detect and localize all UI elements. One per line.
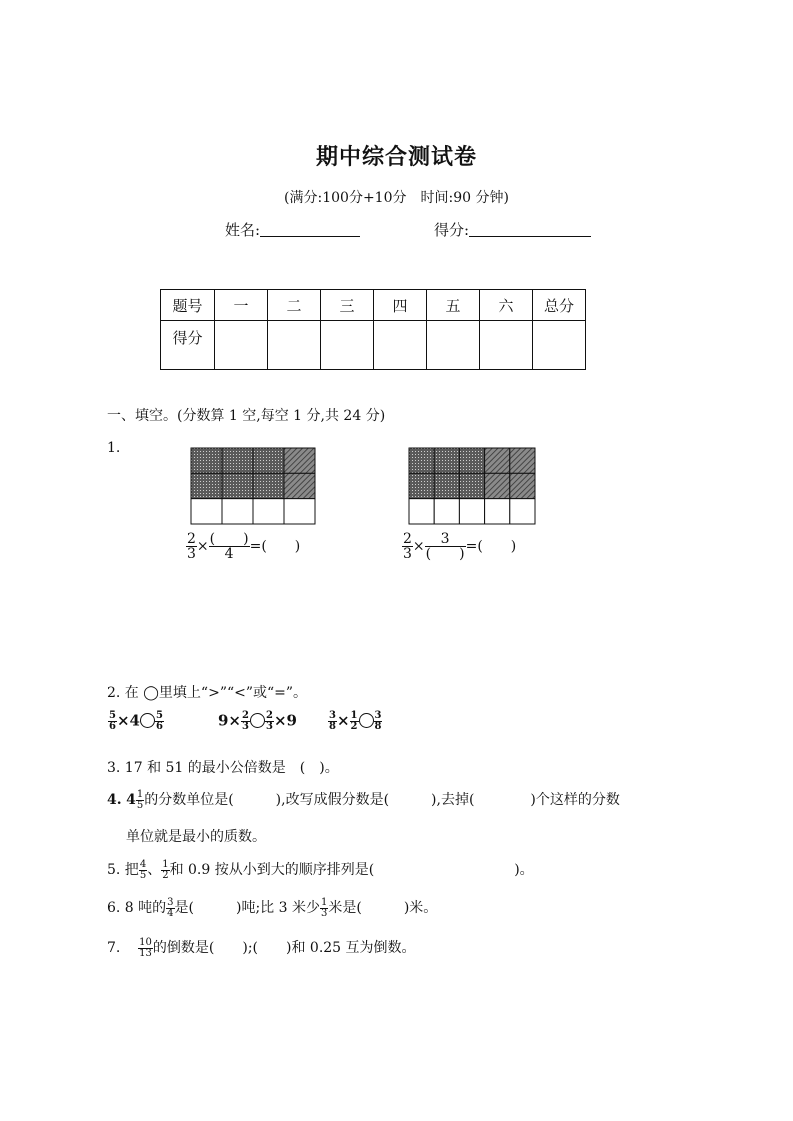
grid-cell-shaded bbox=[459, 473, 484, 498]
q3-text: 3. 17 和 51 的最小公倍数是 ( )。 bbox=[107, 760, 339, 776]
score-table bbox=[160, 289, 586, 370]
grid-cell-shaded bbox=[510, 473, 535, 498]
q6-text: 6. 8 吨的 $\frac{3}{4}$ 是( )吨;比 3 米少 $\frac{1}{3}$ 米是( )米。 bbox=[107, 896, 438, 919]
fraction-blank-denominator: $\frac{3}{( )}$ bbox=[425, 531, 465, 562]
grid-cell-shaded bbox=[485, 448, 510, 473]
page-title: 期中综合测试卷 bbox=[315, 144, 477, 170]
q2-expression-3: $\frac{3}{8}$ × $\frac{1}{2}$ $\frac{3}{8}$ bbox=[329, 710, 382, 732]
grid-cell-shaded bbox=[434, 473, 459, 498]
q4-line-1: 4. 4 $\frac{1}{5}$ 的分数单位是( ),改写成假分数是( ),去掉( )个这样的分数 bbox=[107, 788, 620, 811]
q1-right-equation: $\frac{2}{3}$ × $\frac{3}{( )}$ =( ) bbox=[403, 531, 517, 562]
score-table-header: 二 bbox=[268, 290, 321, 321]
name-blank[interactable] bbox=[260, 220, 360, 237]
score-table-score-row bbox=[161, 321, 586, 370]
grid-cell bbox=[434, 499, 459, 524]
grid-cell-shaded bbox=[253, 473, 284, 498]
fraction-blank-numerator: $\frac{( )}{4}$ bbox=[209, 531, 249, 562]
fraction: $\frac{2}{3}$ bbox=[187, 531, 196, 562]
score-line bbox=[434, 219, 591, 240]
grid-cell-shaded bbox=[510, 448, 535, 473]
q4-line-2: 单位就是最小的质数。 bbox=[126, 829, 266, 845]
q1-right-grid bbox=[408, 447, 536, 525]
score-cell[interactable] bbox=[533, 321, 586, 370]
q1-left-grid bbox=[190, 447, 316, 525]
score-table-header: 五 bbox=[427, 290, 480, 321]
score-cell[interactable] bbox=[321, 321, 374, 370]
grid-cell-shaded bbox=[191, 473, 222, 498]
score-label: 得分: bbox=[434, 221, 470, 239]
grid-cell-shaded bbox=[253, 448, 284, 473]
grid-cell bbox=[284, 499, 315, 524]
score-table-header: 六 bbox=[480, 290, 533, 321]
page-subtitle: (满分:100分+10分 时间:90 分钟) bbox=[284, 190, 509, 206]
grid-cell bbox=[459, 499, 484, 524]
fraction: $\frac{2}{3}$ bbox=[403, 531, 412, 562]
q1-left-grid-cells bbox=[191, 448, 315, 524]
grid-cell-shaded bbox=[459, 448, 484, 473]
score-blank[interactable] bbox=[469, 220, 591, 237]
grid-cell bbox=[485, 499, 510, 524]
q1-left-equation: $\frac{2}{3}$ × $\frac{( )}{4}$ =( ) bbox=[187, 531, 301, 562]
score-row-label: 得分 bbox=[161, 321, 215, 370]
grid-cell-shaded bbox=[409, 448, 434, 473]
score-table-header: 总分 bbox=[533, 290, 586, 321]
q1-number: 1. bbox=[107, 440, 121, 456]
score-table-header-row bbox=[161, 290, 586, 321]
grid-cell-shaded bbox=[191, 448, 222, 473]
grid-cell bbox=[409, 499, 434, 524]
grid-cell-shaded bbox=[284, 448, 315, 473]
grid-cell-shaded bbox=[434, 448, 459, 473]
grid-cell-shaded bbox=[409, 473, 434, 498]
score-cell[interactable] bbox=[374, 321, 427, 370]
q5-text: 5. 把 $\frac{4}{5}$ 、 $\frac{1}{2}$ 和 0.9 按从小到大的顺序排列是( )。 bbox=[107, 858, 534, 881]
name-label: 姓名: bbox=[225, 221, 261, 239]
score-table-header: 三 bbox=[321, 290, 374, 321]
score-cell[interactable] bbox=[480, 321, 533, 370]
score-table-header: 题号 bbox=[161, 290, 215, 321]
q2-expression-2: 9× $\frac{2}{3}$ $\frac{2}{3}$ ×9 bbox=[218, 710, 297, 732]
q7-text: 7. $\frac{10}{13}$ 的倒数是( );( )和 0.25 互为倒数。 bbox=[107, 936, 416, 959]
grid-cell bbox=[222, 499, 253, 524]
score-cell[interactable] bbox=[215, 321, 268, 370]
grid-cell bbox=[510, 499, 535, 524]
compare-circle[interactable] bbox=[250, 713, 265, 728]
grid-cell-shaded bbox=[284, 473, 315, 498]
name-line bbox=[225, 219, 360, 240]
compare-circle[interactable] bbox=[140, 713, 155, 728]
score-table-header: 一 bbox=[215, 290, 268, 321]
grid-cell bbox=[191, 499, 222, 524]
score-cell[interactable] bbox=[268, 321, 321, 370]
grid-cell-shaded bbox=[222, 448, 253, 473]
grid-cell-shaded bbox=[485, 473, 510, 498]
score-cell[interactable] bbox=[427, 321, 480, 370]
score-table-header: 四 bbox=[374, 290, 427, 321]
grid-cell bbox=[253, 499, 284, 524]
grid-cell-shaded bbox=[222, 473, 253, 498]
q2-expression-1: $\frac{5}{6}$ ×4 $\frac{5}{6}$ bbox=[109, 710, 163, 732]
compare-circle[interactable] bbox=[359, 713, 374, 728]
q2-text: 2. 在 ◯里填上“>”“<”或“=”。 bbox=[107, 685, 308, 701]
section-1-heading: 一、填空。(分数算 1 空,每空 1 分,共 24 分) bbox=[107, 408, 386, 424]
q1-right-grid-cells bbox=[409, 448, 535, 524]
